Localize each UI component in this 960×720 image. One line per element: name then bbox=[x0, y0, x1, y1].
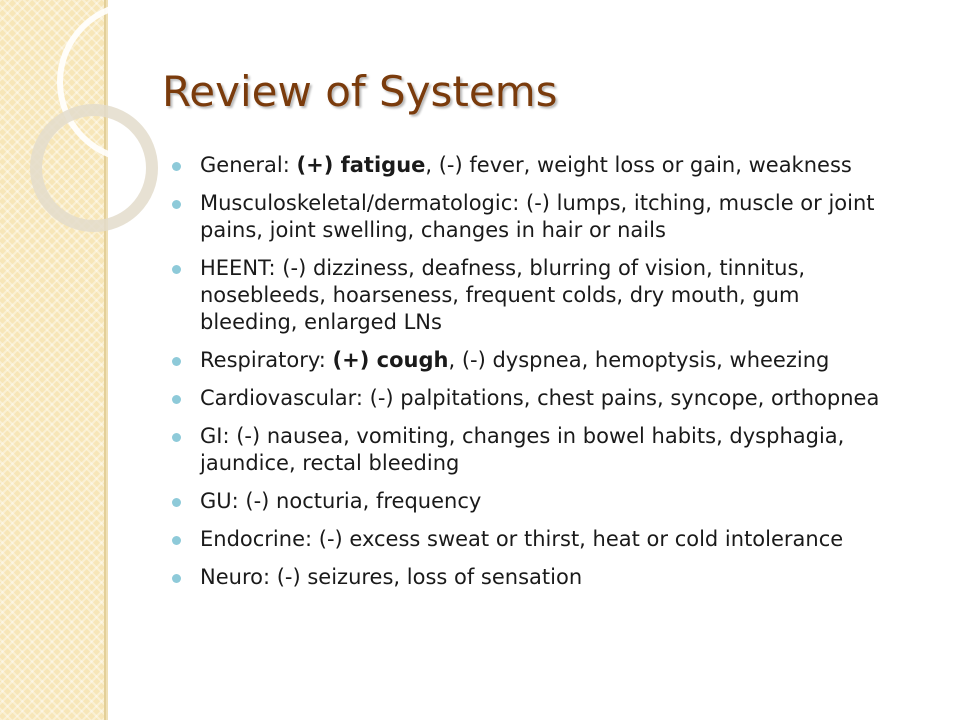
bullet-text bbox=[200, 348, 829, 372]
bullet-dot-icon bbox=[172, 574, 181, 583]
bullet-emphasis: (+) fatigue bbox=[296, 153, 426, 177]
bullet-text bbox=[200, 191, 875, 242]
bullet-dot-icon bbox=[172, 265, 181, 274]
bullet-text bbox=[200, 527, 843, 551]
bullet-segment: Musculoskeletal/dermatologic: (-) lumps, itching, muscle or joint pains, joint swelling, changes in hair or nails bbox=[200, 191, 875, 242]
bullet-item bbox=[170, 347, 890, 374]
bullet-item bbox=[170, 526, 890, 553]
bullet-segment: GI: (-) nausea, vomiting, changes in bowel habits, dysphagia, jaundice, rectal bleeding bbox=[200, 424, 845, 475]
bullet-emphasis: (+) cough bbox=[332, 348, 449, 372]
bullet-item bbox=[170, 488, 890, 515]
bullet-segment: HEENT: (-) dizziness, deafness, blurring of vision, tinnitus, nosebleeds, hoarseness, frequent colds, dry mouth, gum bleeding, enlarged LNs bbox=[200, 256, 806, 334]
bullet-dot-icon bbox=[172, 536, 181, 545]
bullet-segment: , (-) fever, weight loss or gain, weakness bbox=[425, 153, 852, 177]
bullet-segment: GU: (-) nocturia, frequency bbox=[200, 489, 482, 513]
bullet-text bbox=[200, 489, 481, 513]
bullet-segment: General: bbox=[200, 153, 297, 177]
bullet-dot-icon bbox=[172, 357, 181, 366]
slide-title: Review of Systems bbox=[162, 67, 558, 116]
bullet-item bbox=[170, 385, 890, 412]
bullet-segment: Neuro: (-) seizures, loss of sensation bbox=[200, 565, 583, 589]
bullet-text bbox=[200, 424, 844, 475]
bullet-segment: Endocrine: (-) excess sweat or thirst, heat or cold intolerance bbox=[200, 527, 844, 551]
bullet-item bbox=[170, 152, 890, 179]
bullet-dot-icon bbox=[172, 162, 181, 171]
bullet-item bbox=[170, 564, 890, 591]
bullet-segment: , (-) dyspnea, hemoptysis, wheezing bbox=[448, 348, 830, 372]
bullet-text bbox=[200, 386, 879, 410]
bullet-segment: Cardiovascular: (-) palpitations, chest pains, syncope, orthopnea bbox=[200, 386, 880, 410]
bullet-list bbox=[170, 152, 890, 602]
bullet-text bbox=[200, 565, 582, 589]
bullet-text bbox=[200, 256, 805, 334]
bullet-item bbox=[170, 255, 890, 336]
bullet-segment: Respiratory: bbox=[200, 348, 333, 372]
bullet-dot-icon bbox=[172, 433, 181, 442]
bullet-item bbox=[170, 190, 890, 244]
bullet-dot-icon bbox=[172, 200, 181, 209]
bullet-text bbox=[200, 153, 852, 177]
bullet-dot-icon bbox=[172, 498, 181, 507]
bullet-dot-icon bbox=[172, 395, 181, 404]
bullet-item bbox=[170, 423, 890, 477]
